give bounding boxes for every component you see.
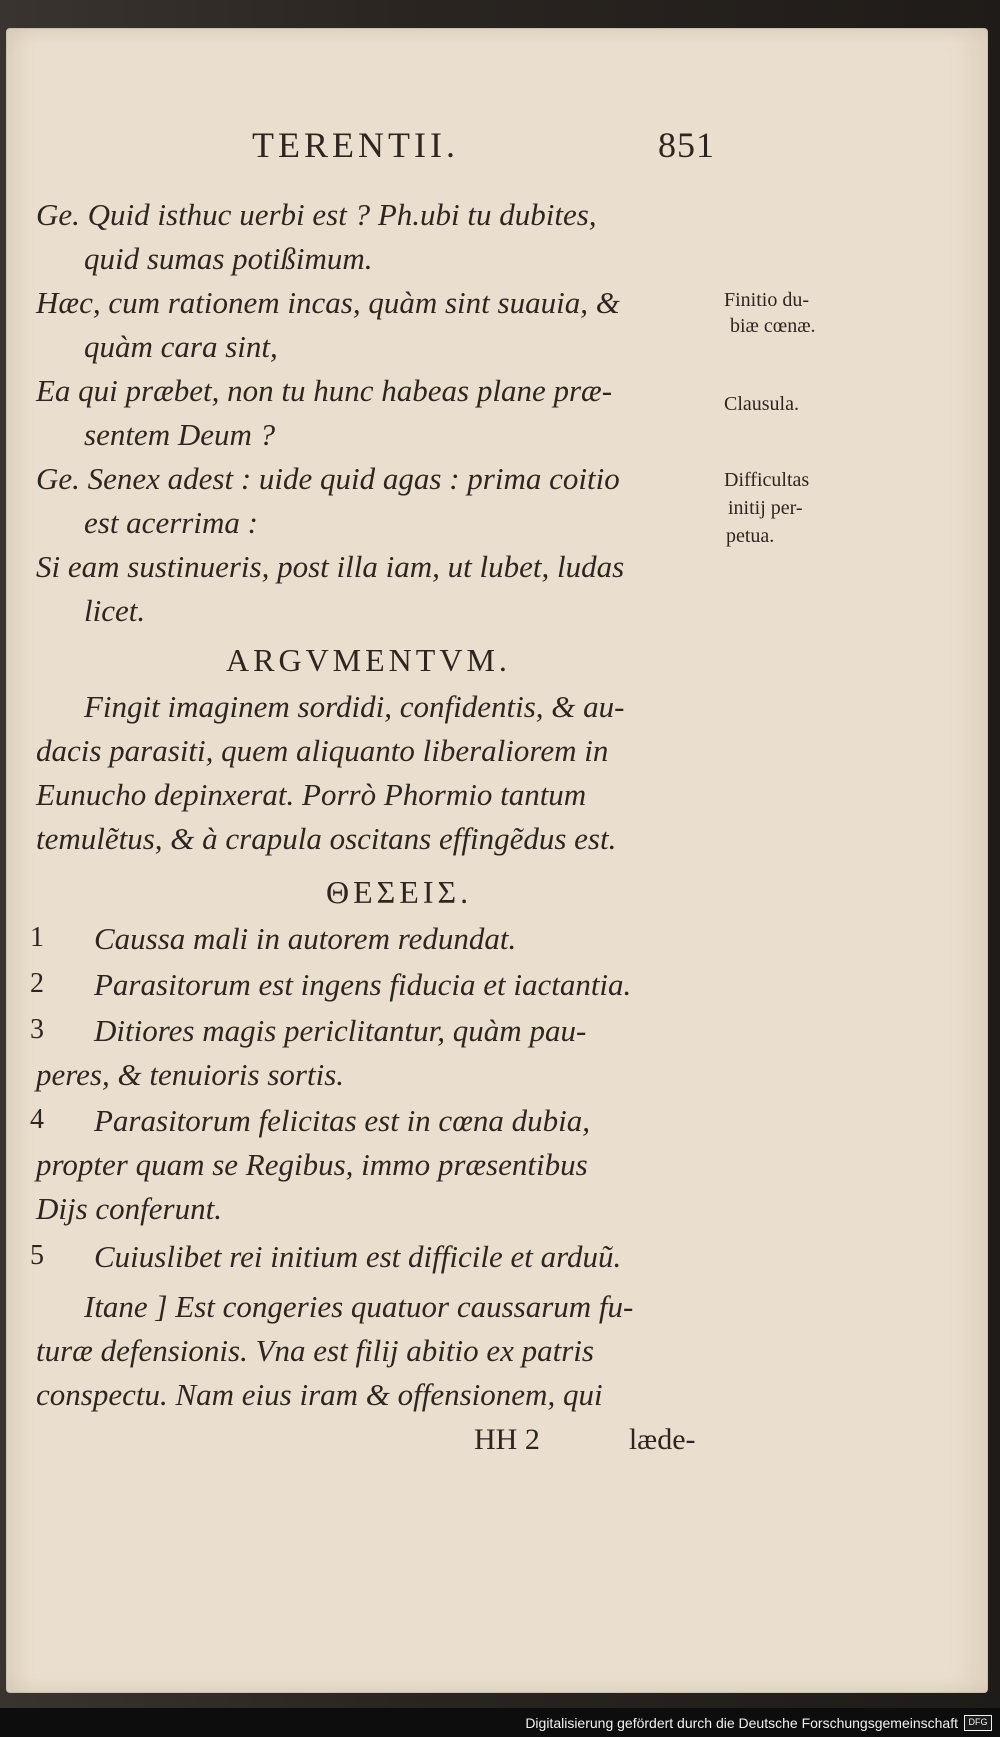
section-heading-theseis: ΘΕΣΕΙΣ. xyxy=(326,874,473,910)
text-line: Ge. Senex adest : uide quid agas : prima coitio xyxy=(36,461,620,496)
running-head: TERENTII. xyxy=(252,125,459,165)
numbered-item: Cuiuslibet rei initium est difficile et arduũ. xyxy=(94,1239,622,1274)
margin-note: petua. xyxy=(726,525,775,547)
text-line: est acerrima : xyxy=(84,505,258,540)
text-line: quàm cara sint, xyxy=(84,329,278,364)
text-line: Ge. Quid isthuc uerbi est ? Ph.ubi tu dubites, xyxy=(36,197,597,232)
text-line: Hæc, cum rationem incas, quàm sint suauia, & xyxy=(36,285,620,320)
text-line: quid sumas potißimum. xyxy=(84,241,373,276)
text-line: dacis parasiti, quem aliquanto liberaliorem in xyxy=(36,733,609,768)
text-line: Fingit imaginem sordidi, confidentis, & au- xyxy=(84,689,625,724)
signature-value: HH 2 xyxy=(474,1423,540,1456)
text-line: Ea qui præbet, non tu hunc habeas plane præ- xyxy=(36,373,613,408)
numbered-item: Caussa mali in autorem redundat. xyxy=(94,921,517,956)
numbered-item: Parasitorum est ingens fiducia et iactantia. xyxy=(94,967,632,1002)
text-line: Dijs conferunt. xyxy=(36,1191,222,1226)
text-line: conspectu. Nam eius iram & offensionem, qui xyxy=(36,1377,603,1412)
page-number: 851 xyxy=(658,125,715,165)
item-number: 5 xyxy=(30,1240,44,1271)
text-line: Itane ] Est congeries quatuor caussarum fu- xyxy=(84,1289,634,1324)
text-line: peres, & tenuioris sortis. xyxy=(36,1057,345,1092)
text-line: Si eam sustinueris, post illa iam, ut lubet, ludas xyxy=(36,549,625,584)
item-number: 4 xyxy=(30,1104,44,1135)
margin-note: Difficultas xyxy=(724,469,810,491)
text-line: sentem Deum ? xyxy=(84,417,276,452)
text-line: turæ defensionis. Vna est filij abitio ex patris xyxy=(36,1333,594,1368)
margin-note: biæ cœnæ. xyxy=(730,315,816,337)
footer-credit: Digitalisierung gefördert durch die Deutsche Forschungsgemeinschaft xyxy=(525,1714,958,1731)
margin-note: Finitio du- xyxy=(724,289,810,311)
signature-mark xyxy=(474,1423,696,1457)
text-line: temulẽtus, & à crapula oscitans effingẽdus est. xyxy=(36,821,617,856)
digitization-footer xyxy=(0,1708,1000,1737)
margin-note: initij per- xyxy=(728,497,803,519)
text-line: propter quam se Regibus, immo præsentibus xyxy=(36,1147,588,1182)
numbered-item: Ditiores magis periclitantur, quàm pau- xyxy=(94,1013,587,1048)
numbered-item: Parasitorum felicitas est in cœna dubia, xyxy=(94,1103,590,1138)
item-number: 3 xyxy=(30,1014,44,1045)
section-heading-argumentum: ARGVMENTVM. xyxy=(226,642,511,678)
book-page xyxy=(6,28,988,1693)
catchword: læde- xyxy=(628,1423,696,1456)
item-number: 1 xyxy=(30,922,44,953)
item-number: 2 xyxy=(30,968,44,999)
text-line: Eunucho depinxerat. Porrò Phormio tantum xyxy=(36,777,587,812)
margin-note: Clausula. xyxy=(724,393,799,415)
text-line: licet. xyxy=(84,593,146,628)
dfg-logo-icon: DFG xyxy=(964,1715,992,1731)
